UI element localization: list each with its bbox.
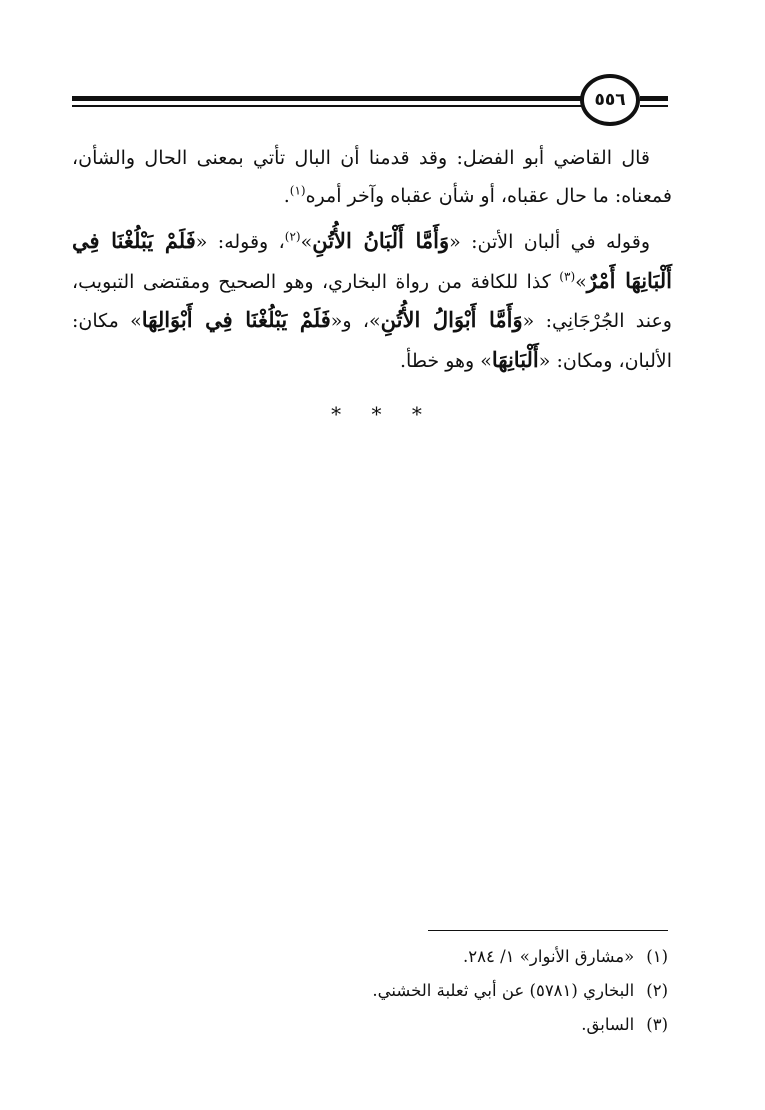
section-separator: * * *: [331, 402, 434, 426]
main-text: [72, 140, 672, 380]
hadith-quote-2: فَلَمْ يَبْلُغْنَا فِي أَلْبَانِهَا أَمْرٌ: [72, 228, 673, 293]
footnote-1: [72, 940, 668, 974]
footnote-text: «مشارق الأنوار» ١/ ٢٨٤.: [463, 947, 635, 966]
header-rule-right: [640, 96, 668, 101]
footnote-number: (١): [646, 947, 668, 966]
paragraph-text: » وهو خطأ.: [400, 349, 492, 372]
footnote-3: [72, 1008, 668, 1042]
footnote-text: البخاري (٥٧٨١) عن أبي ثعلبة الخشني.: [372, 981, 635, 1000]
page-number-text: ٥٥٦: [594, 90, 626, 110]
page-number: [580, 74, 640, 126]
footnote-ref-3: (٣): [559, 269, 576, 284]
hadith-quote-5: أَلْبَانِهَا: [491, 346, 539, 372]
paragraph-text: كذا للكافة من رواة البخاري، وهو الصحيح ومقتضى التبويب، وعند الجُرْجَانِي: «: [72, 270, 672, 332]
paragraph-text: »، و«: [330, 310, 381, 332]
footnotes: [72, 940, 668, 1042]
footnote-text: السابق.: [581, 1015, 635, 1034]
paragraph-text: .: [283, 184, 290, 207]
header-rule-right-thin: [640, 105, 668, 107]
footnote-rule: [428, 930, 668, 931]
header-rule-thin: [72, 105, 590, 107]
footnote-number: (٣): [646, 1015, 668, 1034]
hadith-quote-4: فَلَمْ يَبْلُغْنَا فِي أَبْوَالِهَا: [141, 307, 331, 332]
paragraph-text: ، وقوله: «: [195, 231, 285, 253]
paragraph-text: »: [575, 270, 587, 293]
paragraph-text: وقوله في ألبان الأتن: «: [449, 231, 651, 253]
footnote-ref-2: (٢): [284, 229, 301, 244]
paragraph-1: [72, 140, 672, 215]
footnote-2: [72, 974, 668, 1008]
hadith-quote-3: وَأَمَّا أَبْوَالُ الأُتُنِ: [380, 307, 523, 332]
footnote-ref-1: (١): [289, 183, 306, 198]
paragraph-2: [72, 222, 672, 380]
paragraph-text: »: [300, 231, 313, 253]
header-rule: [72, 96, 590, 101]
paragraph-text: قال القاضي أبو الفضل: وقد قدمنا أن البال تأتي بمعنى الحال والشأن، فمعناه: ما حال عقباه، أو شأن عقباه وآخر أمره: [72, 147, 672, 207]
footnote-number: (٢): [646, 981, 668, 1000]
hadith-quote-1: وَأَمَّا أَلْبَانُ الأُتُنِ: [312, 228, 450, 253]
paragraph-text: » مكان: الألبان، ومكان: «: [72, 310, 672, 372]
